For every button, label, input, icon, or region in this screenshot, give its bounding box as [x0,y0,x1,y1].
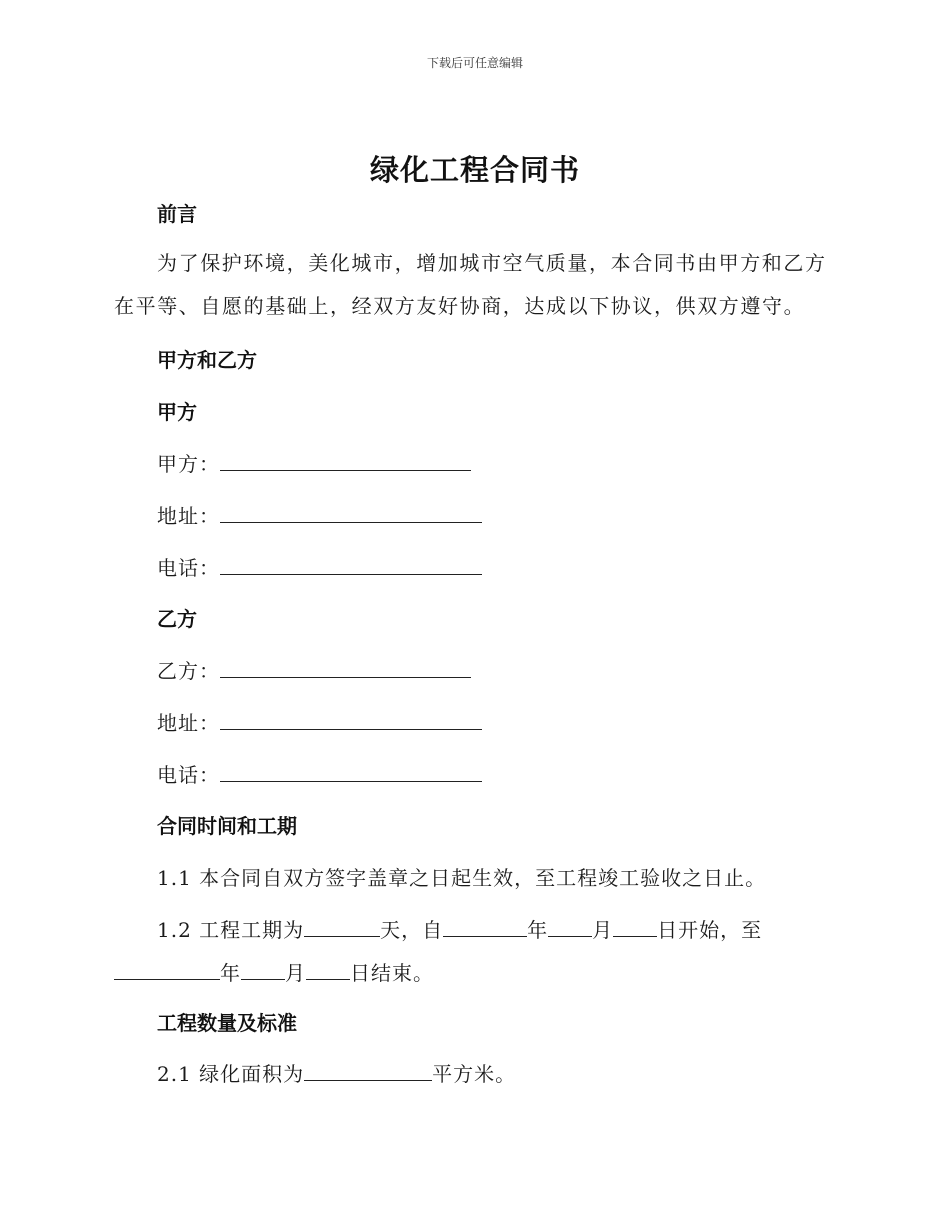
clause-2-1-suffix: 平方米。 [432,1062,517,1086]
clause-1-2-line-1 [157,914,762,943]
clause-1-2-start-suffix: 日开始，至 [657,918,763,942]
party-b-phone-blank[interactable] [220,763,482,782]
standards-heading: 工程数量及标准 [157,1011,297,1035]
preface-paragraph [114,242,834,328]
party-a-name-blank[interactable] [220,452,471,471]
party-b-name-blank[interactable] [220,659,471,678]
clause-1-2-prefix: 1.2 工程工期为 [157,918,305,942]
party-b-heading: 乙方 [157,607,197,631]
start-year-blank[interactable] [443,918,527,937]
clause-1-2-line-2 [114,957,434,986]
party-a-name-label: 甲方： [157,452,220,476]
preface-heading: 前言 [157,202,197,226]
parties-heading: 甲方和乙方 [157,348,257,372]
header-note: 下载后可任意编辑 [426,56,523,70]
start-month-blank[interactable] [548,918,592,937]
term-heading: 合同时间和工期 [157,814,297,838]
party-a-heading: 甲方 [157,400,197,424]
document-title: 绿化工程合同书 [369,153,580,187]
start-day-blank[interactable] [613,918,657,937]
party-a-phone-blank[interactable] [220,556,482,575]
party-b-phone-row [157,759,482,788]
clause-2-1-prefix: 2.1 绿化面积为 [157,1062,305,1086]
party-a-phone-row [157,552,482,581]
party-a-phone-label: 电话： [157,556,220,580]
start-month-label: 月 [592,918,614,942]
party-a-address-label: 地址： [157,504,220,528]
start-year-label: 年 [527,918,549,942]
party-a-address-row [157,500,482,529]
end-month-label: 月 [285,961,306,985]
party-b-address-blank[interactable] [220,711,482,730]
duration-days-blank[interactable] [304,918,380,937]
party-b-phone-label: 电话： [157,763,220,787]
end-month-blank[interactable] [241,961,285,980]
end-year-label: 年 [220,961,241,985]
preface-paragraph-text: 为了保护环境，美化城市，增加城市空气质量，本合同书由甲方和乙方在平等、自愿的基础上，经双方友好协商，达成以下协议，供双方遵守。 [114,251,827,318]
clause-1-2-end-suffix: 日结束。 [350,961,434,985]
party-a-address-blank[interactable] [220,504,482,523]
end-day-blank[interactable] [306,961,350,980]
end-year-blank[interactable] [114,961,220,980]
clause-1-1: 1.1 本合同自双方签字盖章之日起生效，至工程竣工验收之日止。 [157,866,767,890]
clause-2-1 [157,1058,516,1087]
party-b-address-label: 地址： [157,711,220,735]
party-b-name-row [157,655,471,684]
party-b-address-row [157,707,482,736]
clause-1-2-day-unit: 天，自 [380,918,444,942]
green-area-blank[interactable] [304,1062,432,1081]
party-b-name-label: 乙方： [157,659,220,683]
party-a-name-row [157,448,471,477]
